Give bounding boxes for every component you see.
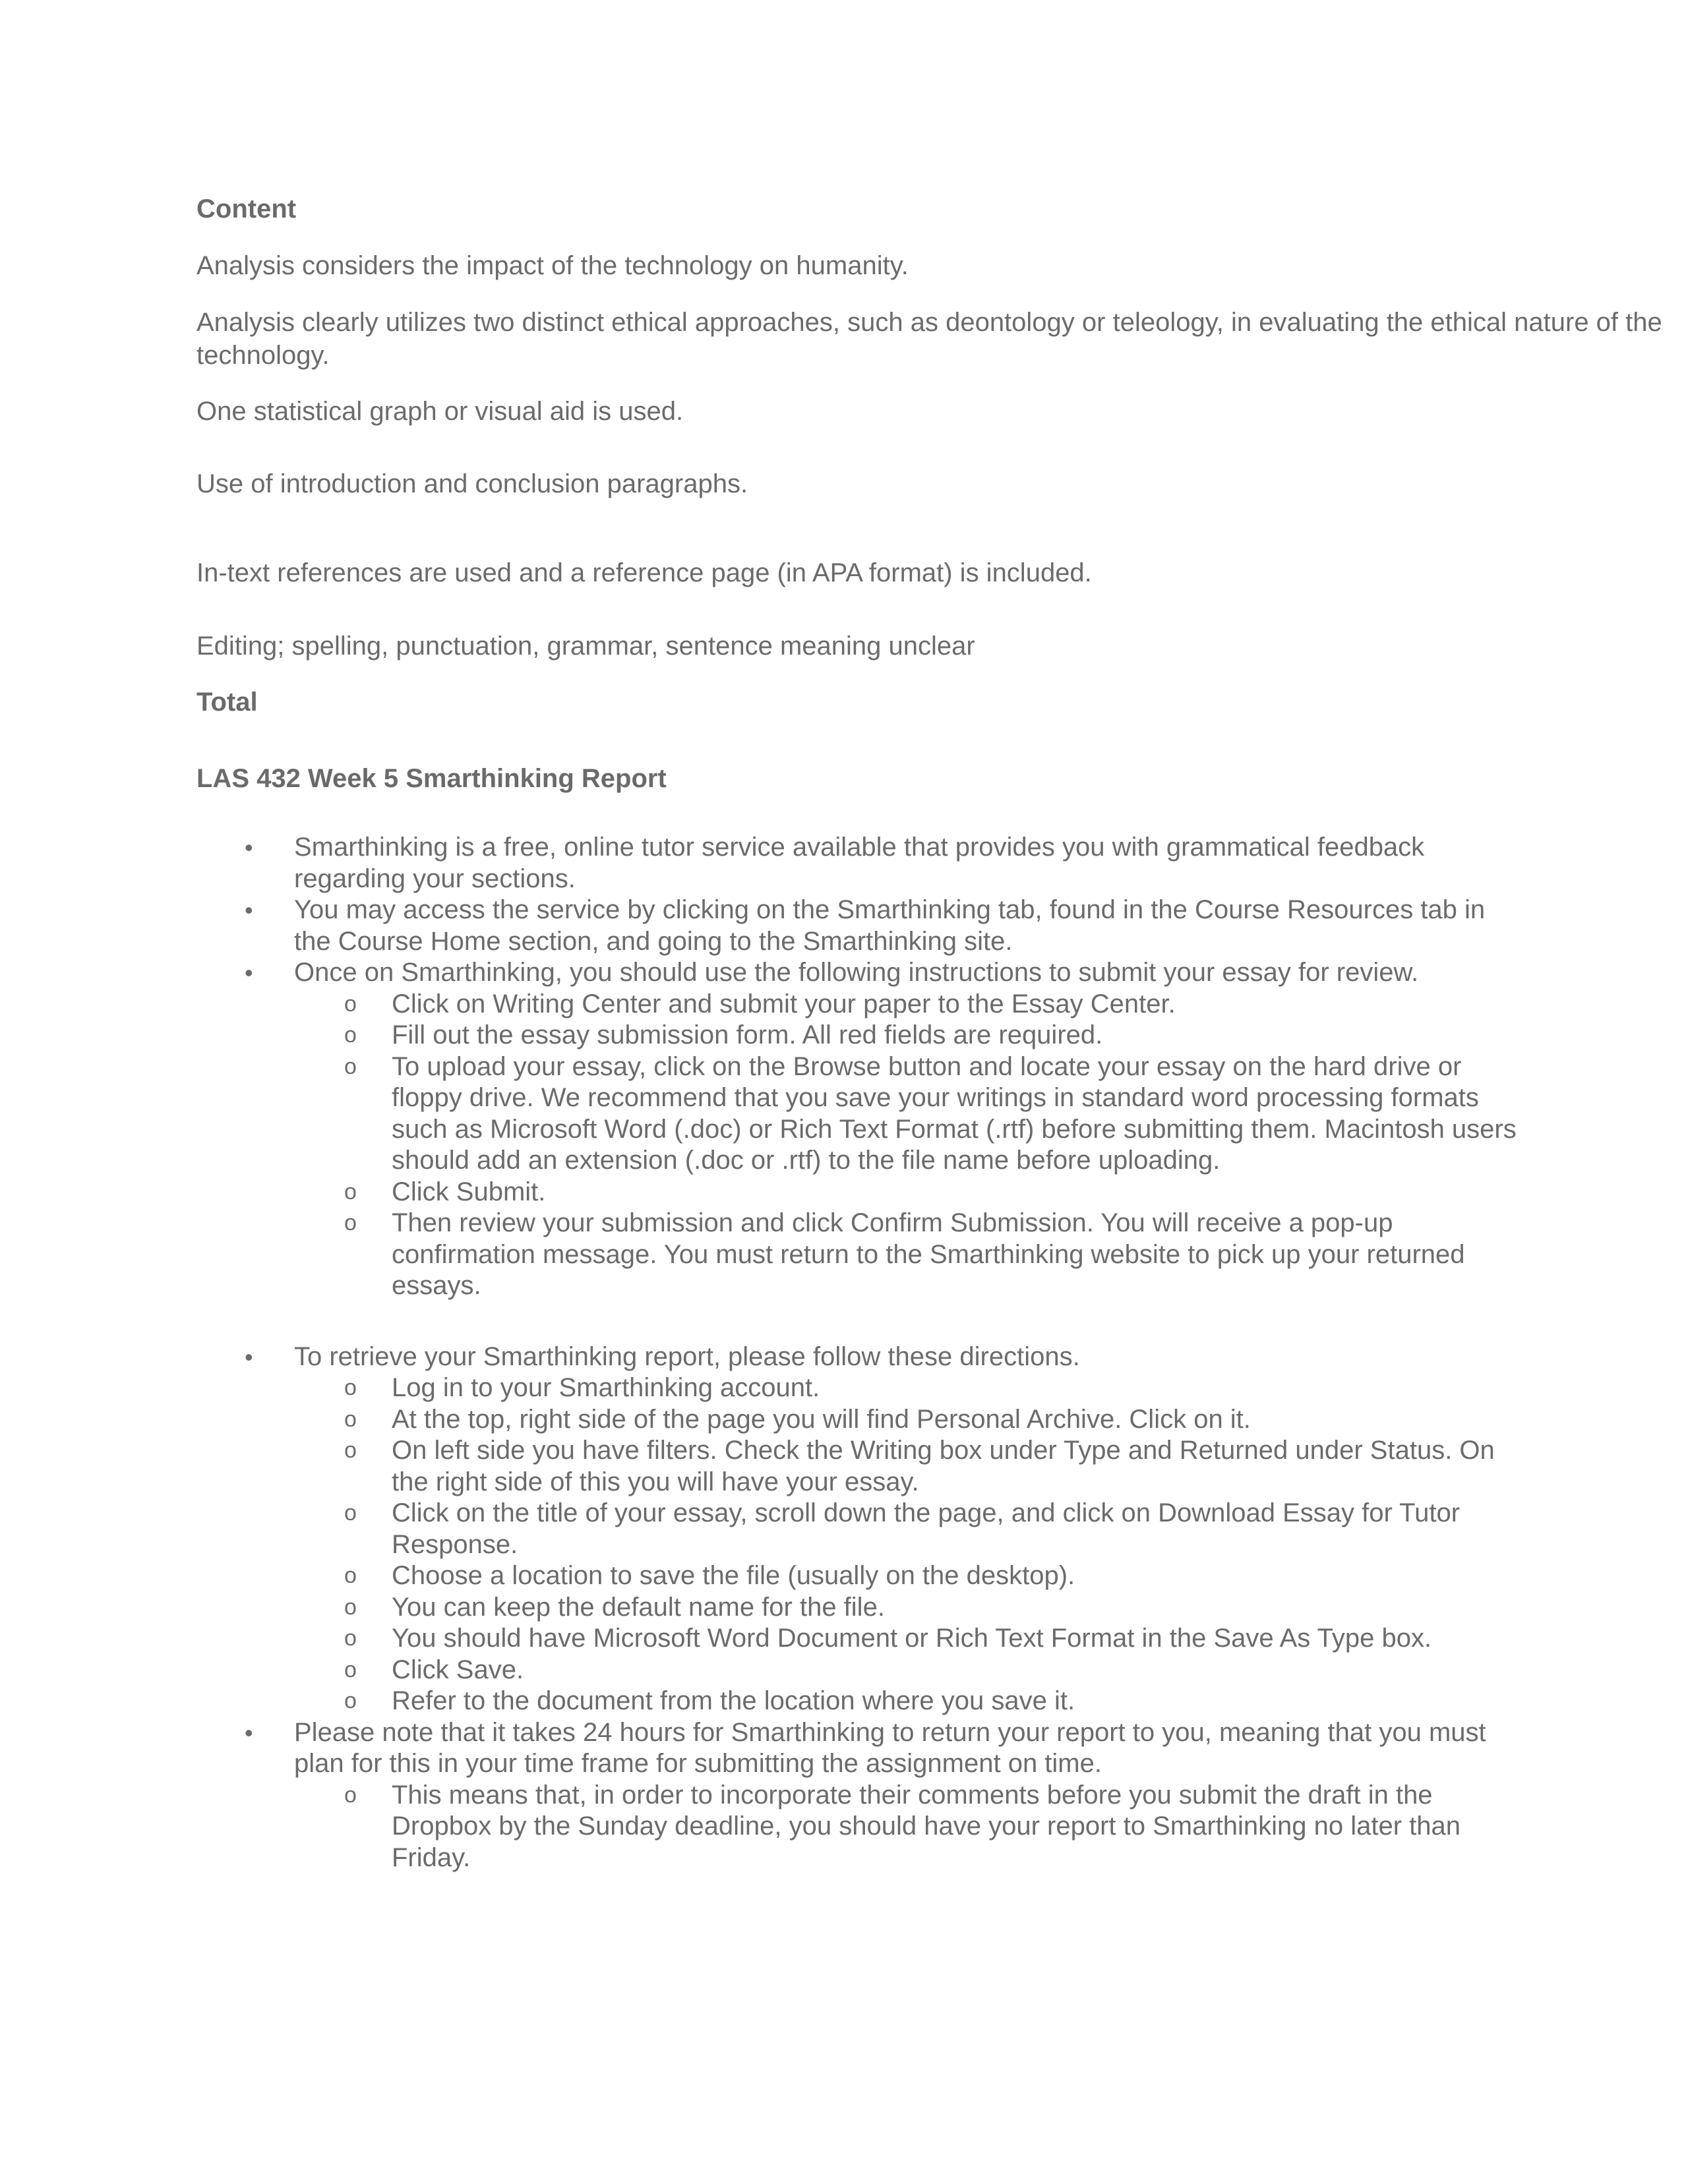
list-item-text: Please note that it takes 24 hours for Smarthinking to return your report to you, meaning that you must plan for this in your time frame for submitting the assignment on time. xyxy=(294,1717,1486,1778)
sub-list-item xyxy=(196,1655,1522,1686)
bullet-icon: • xyxy=(245,1719,253,1746)
sub-list-item xyxy=(196,1623,1522,1655)
sub-list-item-text: Click on the title of your essay, scroll down the page, and click on Download Essay for Tutor Response. xyxy=(392,1498,1461,1559)
rubric-item: Analysis clearly utilizes two distinct ethical approaches, such as deontology or teleology, in evaluating the ethical nature of the technology. xyxy=(196,308,1662,370)
rubric-item: In-text references are used and a reference page (in APA format) is included. xyxy=(196,558,1092,587)
sub-list-item-text: Click Submit. xyxy=(392,1177,546,1206)
sub-list-item xyxy=(196,1780,1522,1874)
circle-bullet-icon: o xyxy=(344,991,357,1017)
sub-list-item-text: Then review your submission and click Confirm Submission. You will receive a pop-up confirmation message. You must return to the Smarthinking website to pick up your returned essays. xyxy=(392,1208,1465,1300)
circle-bullet-icon: o xyxy=(344,1375,357,1400)
sub-list-item xyxy=(196,1177,1522,1208)
instructions-list xyxy=(196,832,1522,1874)
sub-list-item xyxy=(196,1404,1522,1436)
circle-bullet-icon: o xyxy=(344,1406,357,1432)
sub-list-item-text: Log in to your Smarthinking account. xyxy=(392,1373,820,1402)
bullet-icon: • xyxy=(245,959,253,986)
sub-list-item-text: Fill out the essay submission form. All red fields are required. xyxy=(392,1020,1103,1049)
sub-list-item xyxy=(196,1686,1522,1717)
circle-bullet-icon: o xyxy=(344,1179,357,1204)
list-item-text: Smarthinking is a free, online tutor service available that provides you with grammatical feedback regarding your sections. xyxy=(294,833,1425,893)
sub-list-item xyxy=(196,1592,1522,1624)
rubric-heading: Content xyxy=(196,194,297,223)
sub-list-item-text: Click Save. xyxy=(392,1655,524,1684)
rubric-item: Analysis considers the impact of the technology on humanity. xyxy=(196,251,909,280)
sub-list-item xyxy=(196,1208,1522,1302)
sub-list-item xyxy=(196,1020,1522,1051)
sub-list-item-text: At the top, right side of the page you will find Personal Archive. Click on it. xyxy=(392,1404,1251,1434)
list-item xyxy=(196,1342,1522,1717)
circle-bullet-icon: o xyxy=(344,1626,357,1651)
list-item xyxy=(196,832,1522,895)
list-item-text: To retrieve your Smarthinking report, please follow these directions. xyxy=(294,1342,1080,1371)
sub-list-item-text: This means that, in order to incorporate their comments before you submit the draft in the Dropbox by the Sunday deadline, you should have your report to Smarthinking no later than Friday. xyxy=(392,1780,1461,1872)
bullet-icon: • xyxy=(245,834,253,861)
list-item xyxy=(196,895,1522,957)
sub-list-item xyxy=(196,1498,1522,1560)
circle-bullet-icon: o xyxy=(344,1688,357,1713)
list-item-text: Once on Smarthinking, you should use the following instructions to submit your essay for review. xyxy=(294,958,1419,987)
sub-list-item-text: To upload your essay, click on the Browse button and locate your essay on the hard drive or floppy drive. We recommend that you save your writings in standard word processing formats such as Microsoft Word (.doc) or Rich Text Format (.rtf) before submitting them. Macintosh users should add an extension (.doc or .rtf) to the file name before uploading. xyxy=(392,1051,1517,1175)
bullet-icon: • xyxy=(245,897,253,924)
rubric-total-label: Total xyxy=(196,688,258,717)
sub-list-item xyxy=(196,989,1522,1020)
list-item-text: You may access the service by clicking on the Smarthinking tab, found in the Course Resources tab in the Course Home section, and going to the Smarthinking site. xyxy=(294,895,1486,956)
list-item xyxy=(196,1717,1522,1874)
report-title: LAS 432 Week 5 Smarthinking Report xyxy=(196,764,667,793)
circle-bullet-icon: o xyxy=(344,1438,357,1463)
bullet-icon: • xyxy=(245,1343,253,1371)
rubric-item: Use of introduction and conclusion paragraphs. xyxy=(196,469,748,498)
circle-bullet-icon: o xyxy=(344,1053,357,1079)
circle-bullet-icon: o xyxy=(344,1500,357,1525)
circle-bullet-icon: o xyxy=(344,1594,357,1620)
sub-list-item xyxy=(196,1372,1522,1404)
sub-list-item-text: On left side you have filters. Check the Writing box under Type and Returned under Status. On the right side of this you will have your essay. xyxy=(392,1436,1495,1496)
circle-bullet-icon: o xyxy=(344,1563,357,1588)
sub-list-item-text: You should have Microsoft Word Document or Rich Text Format in the Save As Type box. xyxy=(392,1624,1432,1653)
rubric-item: Editing; spelling, punctuation, grammar, sentence meaning unclear xyxy=(196,632,975,661)
circle-bullet-icon: o xyxy=(344,1022,357,1048)
circle-bullet-icon: o xyxy=(344,1782,357,1808)
list-item xyxy=(196,957,1522,1302)
sub-list-item xyxy=(196,1435,1522,1498)
sub-list-item-text: Refer to the document from the location where you save it. xyxy=(392,1686,1075,1715)
circle-bullet-icon: o xyxy=(344,1657,357,1682)
sub-list-item-text: Click on Writing Center and submit your paper to the Essay Center. xyxy=(392,989,1176,1018)
sub-list-item xyxy=(196,1560,1522,1592)
rubric-item: One statistical graph or visual aid is used. xyxy=(196,397,684,426)
circle-bullet-icon: o xyxy=(344,1210,357,1235)
sub-list-item-text: Choose a location to save the file (usually on the desktop). xyxy=(392,1561,1075,1590)
sub-list-item-text: You can keep the default name for the file. xyxy=(392,1592,885,1622)
sub-list-item xyxy=(196,1051,1522,1177)
